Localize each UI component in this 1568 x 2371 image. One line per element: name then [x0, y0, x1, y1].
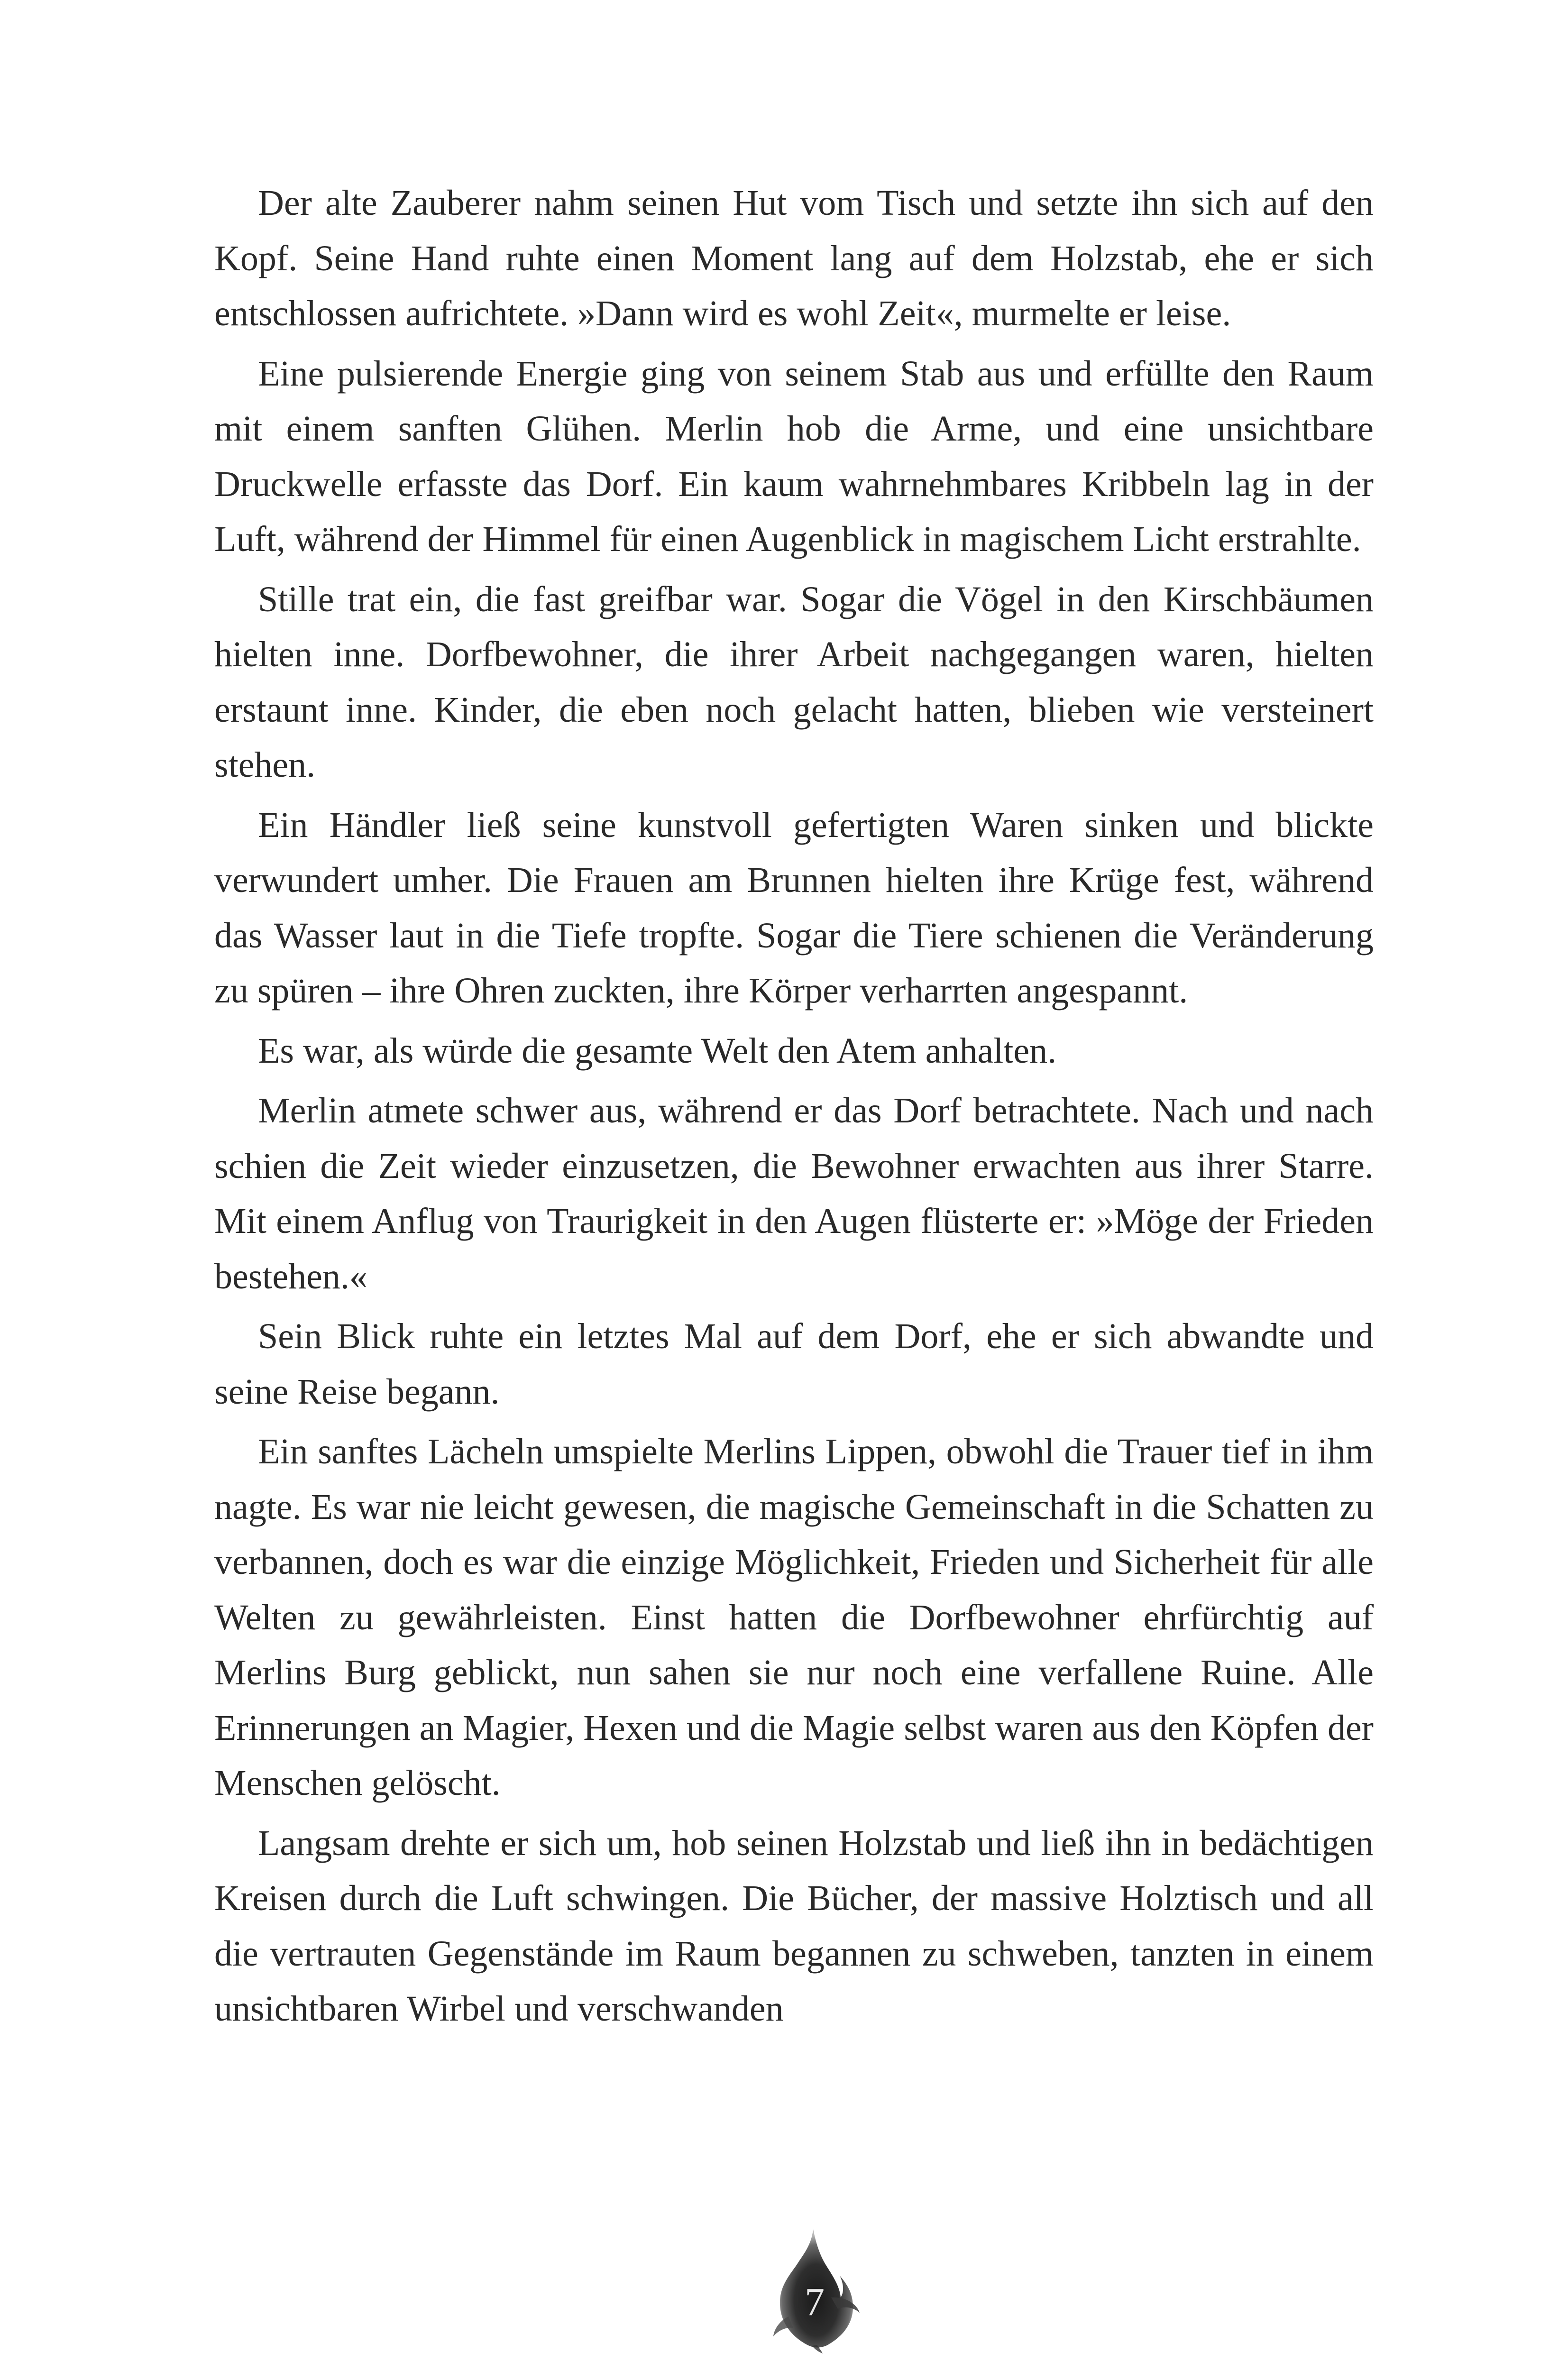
page-number: 7: [805, 2280, 825, 2324]
page-footer: [760, 2226, 869, 2354]
paragraph-1: Der alte Zauberer nahm seinen Hut vom Tisch und setzte ihn sich auf den Kopf. Seine Hand ruhte einen Moment lang auf dem Holzstab, ehe er sich entschlossen aufrichtete. »Dann wird es wohl Zeit«, murmelte er leise.: [214, 183, 1374, 333]
paragraph-6: Merlin atmete schwer aus, während er das Dorf betrachtete. Nach und nach schien die Zeit wieder einzusetzen, die Bewohner erwachten aus ihrer Starre. Mit einem Anflug von Traurigkeit in den Augen flüsterte er: »Möge der Frieden bestehen.«: [214, 1091, 1374, 1296]
paragraph-7: Sein Blick ruhte ein letztes Mal auf dem Dorf, ehe er sich abwandte und seine Reise begann.: [214, 1316, 1374, 1412]
paragraph-4: Ein Händler ließ seine kunstvoll gefertigten Waren sinken und blickte verwundert umher. Die Frauen am Brunnen hielten ihre Krüge fest, während das Wasser laut in die Tiefe tropfte. Sogar die Tiere schienen die Veränderung zu spüren – ihre Ohren zuckten, ihre Körper verharrten angespannt.: [214, 805, 1374, 1011]
body-text: [214, 175, 1374, 2041]
paragraph-8: Ein sanftes Lächeln umspielte Merlins Lippen, obwohl die Trauer tief in ihm nagte. Es war nie leicht gewesen, die magische Gemeinschaft in die Schatten zu verbannen, doch es war die einzige Möglichkeit, Frieden und Sicherheit für alle Welten zu gewährleisten. Einst hatten die Dorfbewohner ehrfürchtig auf Merlins Burg geblickt, nun sahen sie nur noch eine verfallene Ruine. Alle Erinnerungen an Magier, Hexen und die Magie selbst waren aus den Köpfen der Menschen gelöscht.: [214, 1432, 1374, 1803]
paragraph-3: Stille trat ein, die fast greifbar war. Sogar die Vögel in den Kirschbäumen hielten inne. Dorfbewohner, die ihrer Arbeit nachgegangen waren, hielten erstaunt inne. Kinder, die eben noch gelacht hatten, blieben wie versteinert stehen.: [214, 579, 1374, 785]
paragraph-5: Es war, als würde die gesamte Welt den Atem anhalten.: [258, 1030, 1057, 1071]
paragraph-2: Eine pulsierende Energie ging von seinem Stab aus und erfüllte den Raum mit einem sanften Glühen. Merlin hob die Arme, und eine unsichtbare Druckwelle erfasste das Dorf. Ein kaum wahrnehmbares Kribbeln lag in der Luft, während der Himmel für einen Augenblick in magischem Licht erstrahlte.: [214, 353, 1374, 559]
paragraph-9: Langsam drehte er sich um, hob seinen Holzstab und ließ ihn in bedächtigen Kreisen durch die Luft schwingen. Die Bücher, der massive Holztisch und all die vertrauten Gegenstände im Raum begannen zu schweben, tanzten in einem unsichtbaren Wirbel und verschwanden: [214, 1823, 1374, 2029]
